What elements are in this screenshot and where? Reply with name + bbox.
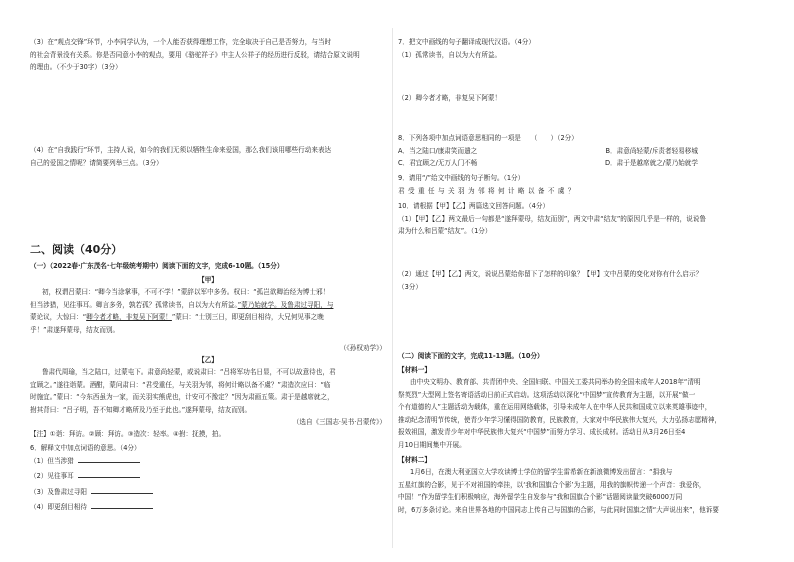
jia-line-3c: ”蒙曰：“士别三日，即更刮目相待，大兄何见事之晚 — [171, 313, 324, 322]
material-1-title: 【材料一】 — [398, 366, 431, 374]
q6-item-2 — [30, 470, 386, 483]
yi-line-4a: 拊 — [30, 405, 37, 414]
q6-item-3 — [30, 486, 386, 499]
question-8 — [398, 132, 770, 170]
section-2-title: 二、阅读（40分） — [30, 243, 123, 256]
q8-option-c: C．君宜顾之/无万人门不畅 — [398, 159, 478, 168]
q9-stem: 9．请用“/”给文中画线的句子断句。（1分） — [398, 174, 525, 182]
yi-line-4b: 其背曰：“吕子明，吾不知卿才略所及乃至于此也。”遂拜蒙母，结友而别。 — [36, 405, 252, 414]
q7-stem: 7．把文中画线的句子翻译成现代汉语。（4分） — [398, 38, 535, 46]
q8-option-b: B．肃意尚轻蒙/斥责者轻易移城 — [605, 146, 698, 155]
question-9 — [398, 172, 770, 197]
yi-line-1: 鲁肃代周瑜，当之陆口，过蒙屯下。肃意尚轻蒙，或说肃曰：“吕将军功名日显，不可以故意待也，君 — [42, 368, 336, 376]
m1-line-3: 个有道德的人”主题活动为载体，重在运用网络载体，引导未成年人在中华人民共和国成立以来英雄事迹中， — [398, 403, 712, 412]
m1-line-5: 报效祖国，激发青少年对中华民族伟大复兴“中国梦”而努力学习、成长成材。活动日从3月26日至4 — [398, 428, 686, 437]
q6-stem: 6．解释文中加点词语的意思。（4分） — [30, 444, 141, 452]
jia-underlined-sentence-2: 卿今者才略，非复吴下阿蒙！ — [86, 313, 172, 322]
question-4 — [30, 144, 386, 169]
m2-line-3: 中国！”作为留学生们积极响应，海外留学生自发参与“我和国旗合个影”话题阅读量突破6000万同 — [398, 493, 683, 502]
q7-item-2: （2）卿今者才略，非复吴下阿蒙！ — [398, 94, 502, 102]
passage-jia — [30, 286, 386, 336]
q8-stem: 8．下列各项中加点词语意思相同的一项是 （ ）（2分） — [398, 134, 578, 142]
q9-sentence: 君受重任与关羽为邻将何计略以备不虞？ — [398, 186, 578, 195]
question-6 — [30, 442, 386, 514]
q6-item-3-text: （3）及鲁肃过寻阳 — [30, 487, 87, 496]
q3-line-1: （3）在“观点交锋”环节，小李同学认为，一个人能否获得理想工作，完全取决于自己是否努力，与当时 — [30, 38, 332, 46]
answer-blank[interactable] — [91, 486, 153, 494]
jia-line-2a: 但当涉猎，见往事耳。卿言多务，孰若孤？孤常读书，自以为大有所益。 — [30, 300, 238, 309]
q6-item-4 — [30, 501, 386, 514]
yi-source: （选自《三国志·吴书·吕蒙传》） — [292, 418, 386, 426]
q7-item-1: （1）孤常读书，自以为大有所益。 — [398, 50, 502, 59]
q6-item-4-text: （4）即更刮目相待 — [30, 503, 87, 512]
yi-line-4 — [30, 404, 386, 417]
answer-blank[interactable] — [78, 455, 140, 463]
jia-line-3 — [30, 311, 386, 324]
m1-line-6: 月10日期间集中开展。 — [398, 440, 466, 449]
m2-line-1: 1月6日，在澳大利亚国立大学攻读博士学位的留学生雷希新在新浪微博发出留言：“捐我与 — [410, 468, 673, 476]
m2-line-4: 时，6万多条讨论。来自世界各地的中国同志上传自己与国旗的合影，与此同时国旗之情“大声说出来”，他诉要 — [398, 505, 719, 514]
m1-line-4: 推动纪念清明节传统，使青少年学习懂得国防教育，民族教育，大家对中华民族伟大复兴，大力弘扬志愿精神， — [398, 415, 722, 424]
q10-stem: 10．请根据【甲】【乙】两篇选文回答问题。（4分） — [398, 202, 550, 210]
passage-yi-title: 【乙】 — [198, 356, 218, 364]
q4-line-2: 自己的爱国之情呢？请简要列举三点。（3分） — [30, 158, 163, 167]
q6-item-2-text: （2）见往事耳 — [30, 472, 74, 481]
passage-jia-title: 【甲】 — [198, 276, 218, 284]
jia-source: （《孙权劝学》） — [339, 344, 386, 352]
yi-line-2: 宜顾之。”遂往诣蒙。酒酣，蒙问肃曰：“君受重任，与关羽为邻，将何计略以备不虞？”肃造次应曰：“临 — [30, 380, 331, 389]
q10-2-line-2: （3分） — [398, 282, 422, 291]
passage-yi — [30, 366, 386, 416]
jia-line-4: 乎！”肃遂拜蒙母，结友而别。 — [30, 325, 120, 334]
m1-line-2: 祭英烈”大型网上签名寄语活动日前正式启动。这项活动以深化“中国梦”宣传教育为主题，以开展“做一 — [398, 390, 696, 399]
q8-option-a: A．当之陆口/康肃笑而遣之 — [398, 146, 478, 155]
material-1 — [398, 376, 770, 452]
q8-options-row-2 — [398, 157, 698, 170]
yi-line-3: 时施宜。”蒙曰：“今东西虽为一家，而关羽实熊虎也，计安可不豫定？”因为肃画五策。肃于是越席就之， — [30, 393, 334, 402]
question-7 — [398, 36, 770, 61]
q4-line-1: （4）在“自我践行”环节，主持人说，如今的我们无须以牺牲生命来爱国，那么我们该用哪些行动来表达 — [30, 146, 332, 154]
q8-option-d: D．肃于是越席就之/蒙乃始就学 — [604, 159, 698, 168]
jia-underlined-sentence-1: ”蒙乃始就学。及鲁肃过寻阳，与 — [237, 300, 334, 309]
q6-item-1-text: （1）但当涉猎 — [30, 456, 74, 465]
question-3 — [30, 36, 386, 74]
q10-1-line-1: （1）【甲】【乙】两文最后一句都是“遂拜蒙母，结友而别”，两文中肃“结友”的原因几乎是一样的，说说鲁 — [398, 214, 706, 223]
q10-2-line-1: （2）通过【甲】【乙】两文，说说吕蒙给你留下了怎样的印象？【甲】文中吕蒙的变化对你有什么启示？ — [398, 270, 703, 278]
jia-line-1: 初，权谓吕蒙曰：“卿今当涂掌事，不可不学！”蒙辞以军中多务。权曰：“孤岂欲卿治经为博士邪！ — [42, 288, 330, 296]
jia-line-3a: 蒙论议，大惊曰：“ — [30, 313, 87, 322]
annotation-note: 【注】①诣：拜访。②顾：拜访。③造次：轻率。④拊：抚摸，拍。 — [30, 430, 226, 438]
jia-line-2 — [30, 299, 386, 312]
q3-line-2: 的社会背景没有关系。你是否同意小李的观点，要用《骆驼祥子》中主人公祥子的经历进行反驳，请结合原文说明 — [30, 50, 360, 59]
material-2-title: 【材料二】 — [398, 456, 431, 464]
reading-part-2-intro: （二）阅读下面的文字，完成11-13题。（10分） — [398, 352, 544, 360]
reading-part-1-intro: （一）（2022春·广东茂名·七年级统考期中）阅读下面的文字，完成6-10题。（15分） — [30, 262, 284, 270]
question-10 — [398, 200, 770, 238]
m1-line-1: 由中央文明办、教育部、共青团中央、全国妇联、中国关工委共同举办的全国未成年人2018年“清明 — [410, 378, 701, 386]
q8-options-row-1 — [398, 145, 698, 158]
q3-line-3: 的理由。（不少于30字）（3分） — [30, 63, 122, 72]
answer-blank[interactable] — [78, 470, 140, 478]
q6-item-1 — [30, 455, 386, 468]
material-2 — [398, 466, 770, 516]
question-10-2 — [398, 268, 770, 293]
q10-1-line-2: 肃为什么和吕蒙“结友”。（1分） — [398, 227, 492, 236]
answer-blank[interactable] — [91, 501, 153, 509]
column-divider — [392, 28, 393, 548]
m2-line-2: 五星红旗的合影，见于不对祖国的牵挂，以‘我和国旗合个影’为主题，用我的旗帜传递一个声音：我爱你， — [398, 480, 706, 489]
